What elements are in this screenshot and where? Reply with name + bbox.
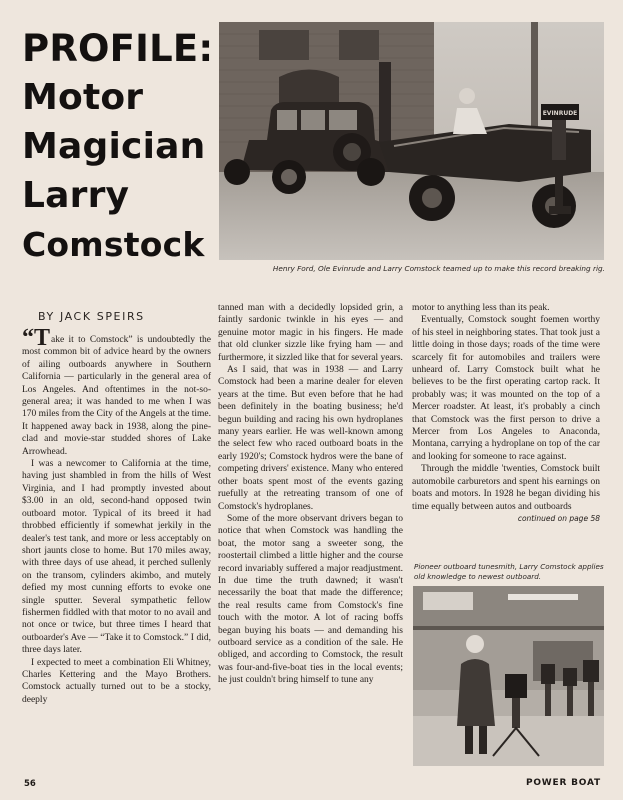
page-number: 56 xyxy=(24,779,36,789)
paragraph: motor to anything less than its peak. xyxy=(412,303,550,313)
article-column-2 xyxy=(218,302,403,687)
article-column-3 xyxy=(412,302,600,525)
byline: BY JACK SPEIRS xyxy=(38,310,145,323)
title-line: Comstock xyxy=(22,225,205,264)
paragraph: Some of the more observant drivers began to notice that when Comstock was handling the boat, the motor sang a sweeter song, the roostertail climbed a little higher and the course record invariably suffered a major readjustment. In due time the truth dawned; it wasn't necessarily the boat that made the difference; the real results came from Comstock's fine touch with the motor. A lot of racing boffs began buying his boats — and demanding his outboard service as a condition of the sale. He obliged, and according to Comstock, the result was four-and-five-boat ties in the local events; he just couldn't bring himself to tune any xyxy=(218,513,403,686)
drop-cap: “T xyxy=(22,325,51,351)
paragraph-text: ake it to Comstock” is undoubtedly the most common bit of advice heard by the owners of ailing outboards anywhere in Southern California — particularly in the general area of Los Angeles. And oftentimes in the not-so-general area; it was handed to me when I was 170 miles from the City of the Angels at the time. It happened away back in 1938, along the pine-clad and movie-star studded shores of Lake Arrowhead. xyxy=(22,335,211,457)
continued-note: continued on page 58 xyxy=(517,513,600,523)
paragraph: As I said, that was in 1938 — and Larry Comstock had been a marine dealer for eleven years at the time. But even before that he had been definitely in the boating business; he'd begun building and racing his own hydroplanes many years earlier. He was well-known among the select few who raced outboard boats in the early 1920's; Comstock hydros were the bane of competing drivers' existence. Many who entered other boats spent most of the events gazing ruefully at the retreating transom of one of Comstock's hydroplanes. xyxy=(218,365,403,512)
paragraph: tanned man with a decidedly lopsided grin, a faintly sardonic twinkle in his eyes — and genuine motor magic in his fingers. He made that old clunker sizzle like frying ham — and furthermore, it sizzled like that for several years. xyxy=(218,303,403,363)
title-line: Motor xyxy=(22,77,144,118)
paragraph xyxy=(22,325,211,458)
second-photo-caption: Pioneer outboard tunesmith, Larry Comstock applies old knowledge to newest outboard. xyxy=(414,562,604,581)
main-photo xyxy=(219,22,604,260)
title-line: PROFILE: xyxy=(22,27,214,70)
article-column-1 xyxy=(22,325,211,706)
paragraph: I was a newcomer to California at the time, having just shambled in from the hills of West Virginia, and I had promptly invested about $3.00 in an old, second-hand opposed twin outboard motor. Typical of its breed it had throbbed efficiently if somewhat jerkily in the dealer's test tank, and more or less acceptably on short jaunts close to home. But 170 miles away, with three days of use ahead, it perched sullenly on the transom, cylinders akimbo, and mutely defied my most cunning efforts to evoke one single sputter. Several sympathetic fellow fishermen fiddled with that motor to no avail and not once or twice, but three times I heard that outboarder's Ave — “Take it to Comstock.” I did, three days later. xyxy=(22,459,211,656)
magazine-name: POWER BOAT xyxy=(525,778,601,788)
paragraph: Eventually, Comstock sought foemen worthy of his steel in neighboring states. That took just a little doing in those days; roads of the time were scarcely fit for automobiles and trailers were unheard of. Larry Comstock built what he believes to be the first operating cartop rack. It probably was; it was mounted on the top of a Mercer roadster. At least, it's probably a cinch that Comstock was the first person to drive a Mercer from Los Angeles to Anaconda, Montana, carrying a hydroplane on top of the car and looking for someone to race against. xyxy=(412,315,600,462)
title-line: Larry xyxy=(22,175,130,216)
motor-label: EVINRUDE xyxy=(542,110,578,117)
paragraph: Through the middle 'twenties, Comstock built automobile carburetors and spent his earnings on boats and motors. In 1928 he began dividing his time equally between autos and outboards xyxy=(412,464,600,512)
second-photo xyxy=(413,586,604,766)
title-line: Magician xyxy=(22,126,206,167)
paragraph: I expected to meet a combination Eli Whitney, Charles Kettering and the Mayo Brothers. Comstock actually turned out to be a stocky, deeply xyxy=(22,657,211,705)
main-photo-caption: Henry Ford, Ole Evinrude and Larry Comstock teamed up to make this record breaking rig. xyxy=(272,264,605,273)
article-title xyxy=(22,24,222,269)
